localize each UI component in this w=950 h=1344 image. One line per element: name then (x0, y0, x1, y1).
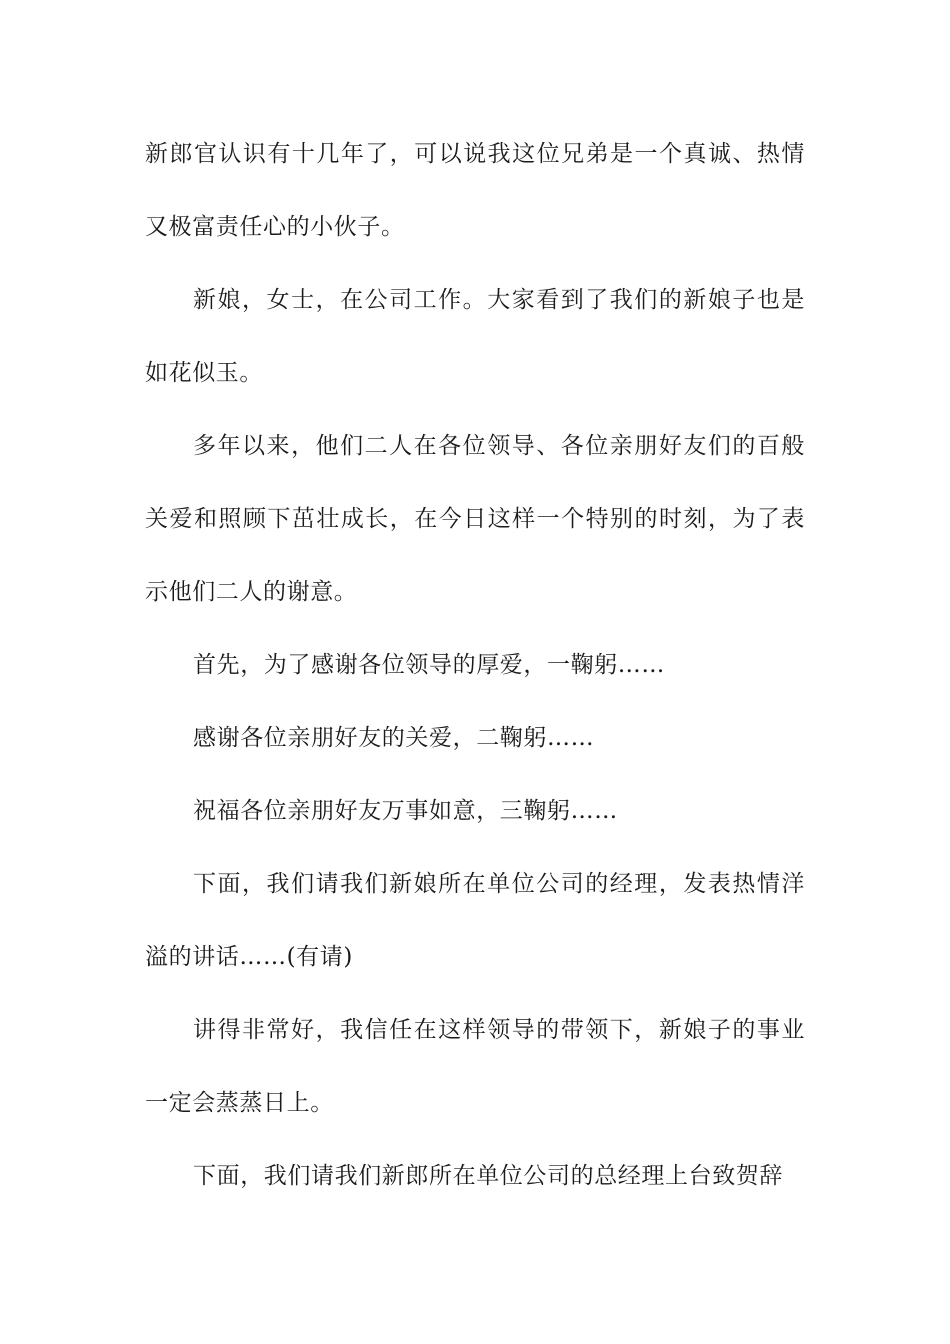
document-body (145, 118, 805, 1213)
paragraph-5: 感谢各位亲朋好友的关爱，二鞠躬…… (193, 725, 595, 751)
paragraph-7: 下面，我们请我们新娘所在单位公司的经理，发表热情洋溢的讲话……(有请) (145, 871, 805, 970)
paragraph-3: 多年以来，他们二人在各位领导、各位亲朋好友们的百般关爱和照顾下茁壮成长，在今日这样一个特别的时刻，为了表示他们二人的谢意。 (145, 433, 805, 605)
paragraph-8: 讲得非常好，我信任在这样领导的带领下，新娘子的事业一定会蒸蒸日上。 (145, 1017, 805, 1116)
paragraph-4: 首先，为了感谢各位领导的厚爱，一鞠躬…… (193, 652, 665, 678)
paragraph-1: 新郎官认识有十几年了，可以说我这位兄弟是一个真诚、热情又极富责任心的小伙子。 (145, 141, 805, 240)
paragraph-9: 下面，我们请我们新郎所在单位公司的总经理上台致贺辞 (193, 1163, 783, 1189)
paragraph-6: 祝福各位亲朋好友万事如意，三鞠躬…… (193, 798, 618, 824)
paragraph-2: 新娘，女士，在公司工作。大家看到了我们的新娘子也是如花似玉。 (145, 287, 805, 386)
